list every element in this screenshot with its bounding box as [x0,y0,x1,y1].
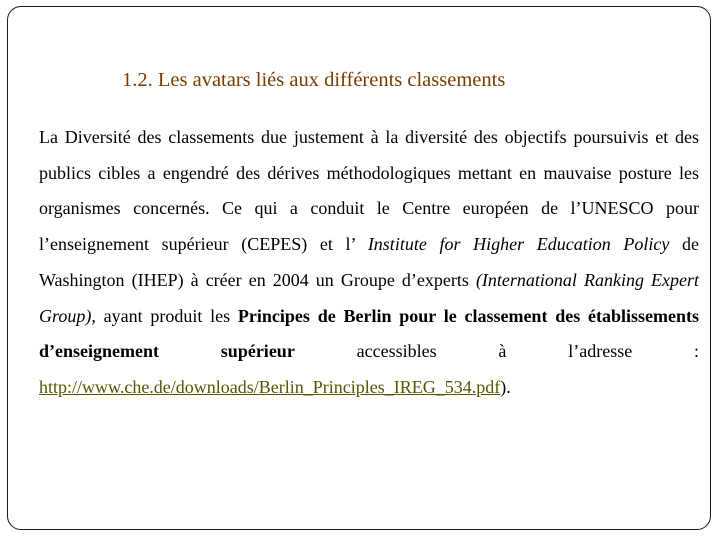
text-segment-3: ayant produit les [95,305,238,326]
text-segment-2: de Washington (IHEP) à créer en 2004 un Groupe d’experts [39,234,699,290]
slide-title: 1.2. Les avatars liés aux différents classements [122,69,506,91]
italic-group-name: (International Ranking Expert Group), [39,269,700,326]
italic-institute-name: Institute for Higher Education Policy [367,234,670,255]
body-paragraph [39,120,699,406]
principles-link[interactable]: http://www.che.de/downloads/Berlin_Principles_IREG_534.pdf [39,376,501,397]
bold-principles: Principes de Berlin pour le classement des établissements d’enseignement supérieur [39,305,699,362]
text-segment-4: accessibles à l’adresse : [294,341,700,362]
text-segment-5: ). [500,376,511,397]
slide-frame [7,6,711,530]
text-segment-1: La Diversité des classements due justement à la diversité des objectifs poursuivis et des publics cibles a engendré des dérives méthodologiques mettant en mauvaise posture les organismes concernés. Ce qui a conduit le Centre européen de l’UNESCO pour l’enseignement supérieur (CEPES) et l’ [39,127,699,255]
